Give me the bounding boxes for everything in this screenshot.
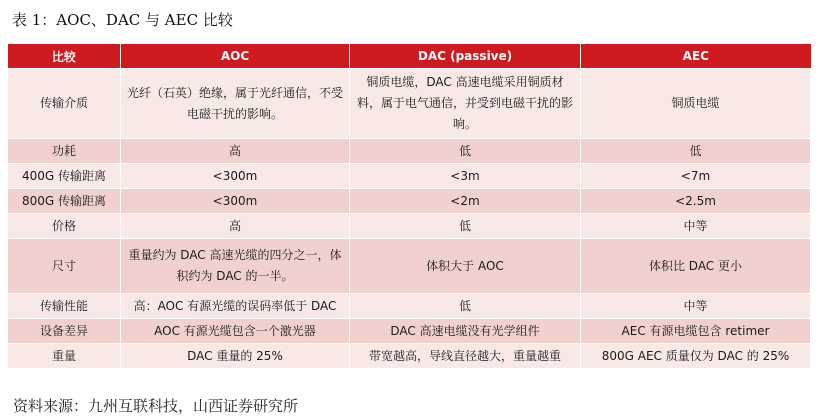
aoc-cell: AOC 有源光缆包含一个激光器 — [121, 319, 350, 344]
row-label: 功耗 — [8, 139, 121, 164]
dac-cell: 体积大于 AOC — [350, 239, 581, 294]
aec-cell: 铜质电缆 — [581, 69, 811, 139]
table-row — [8, 164, 811, 189]
aoc-cell: DAC 重量的 25% — [121, 344, 350, 369]
table-header-row — [8, 44, 811, 69]
table-row — [8, 139, 811, 164]
header-aec: AEC — [581, 44, 811, 69]
dac-cell: 低 — [350, 214, 581, 239]
table-row — [8, 239, 811, 294]
table-title: 表 1：AOC、DAC 与 AEC 比较 — [12, 11, 233, 29]
comparison-table — [7, 44, 811, 369]
header-dac: DAC (passive) — [350, 44, 581, 69]
table-row — [8, 214, 811, 239]
source-note: 资料来源：九州互联科技，山西证券研究所 — [13, 397, 299, 415]
dac-cell: 带宽越高，导线直径越大，重量越重 — [350, 344, 581, 369]
aec-cell: 800G AEC 质量仅为 DAC 的 25% — [581, 344, 811, 369]
aec-cell: AEC 有源电缆包含 retimer — [581, 319, 811, 344]
table-row — [8, 344, 811, 369]
aoc-cell: 高 — [121, 139, 350, 164]
table-row — [8, 294, 811, 319]
dac-cell: <3m — [350, 164, 581, 189]
row-label: 尺寸 — [8, 239, 121, 294]
header-aoc: AOC — [121, 44, 350, 69]
row-label: 设备差异 — [8, 319, 121, 344]
row-label: 价格 — [8, 214, 121, 239]
dac-cell: 低 — [350, 294, 581, 319]
row-label: 传输性能 — [8, 294, 121, 319]
aoc-cell: 光纤（石英）绝缘，属于光纤通信，不受电磁干扰的影响。 — [121, 69, 350, 139]
table-row — [8, 69, 811, 139]
table-row — [8, 319, 811, 344]
aec-cell: 中等 — [581, 294, 811, 319]
row-label: 400G 传输距离 — [8, 164, 121, 189]
header-compare: 比较 — [8, 44, 121, 69]
row-label: 重量 — [8, 344, 121, 369]
dac-cell: DAC 高速电缆没有光学组件 — [350, 319, 581, 344]
aoc-cell: 高：AOC 有源光缆的误码率低于 DAC — [121, 294, 350, 319]
aec-cell: 低 — [581, 139, 811, 164]
aoc-cell: <300m — [121, 189, 350, 214]
aec-cell: <2.5m — [581, 189, 811, 214]
aec-cell: 体积比 DAC 更小 — [581, 239, 811, 294]
dac-cell: 铜质电缆，DAC 高速电缆采用铜质材料，属于电气通信，并受到电磁干扰的影响。 — [350, 69, 581, 139]
aec-cell: <7m — [581, 164, 811, 189]
row-label: 800G 传输距离 — [8, 189, 121, 214]
dac-cell: <2m — [350, 189, 581, 214]
row-label: 传输介质 — [8, 69, 121, 139]
aoc-cell: 重量约为 DAC 高速光缆的四分之一，体积约为 DAC 的一半。 — [121, 239, 350, 294]
aoc-cell: <300m — [121, 164, 350, 189]
aoc-cell: 高 — [121, 214, 350, 239]
aec-cell: 中等 — [581, 214, 811, 239]
dac-cell: 低 — [350, 139, 581, 164]
table-row — [8, 189, 811, 214]
